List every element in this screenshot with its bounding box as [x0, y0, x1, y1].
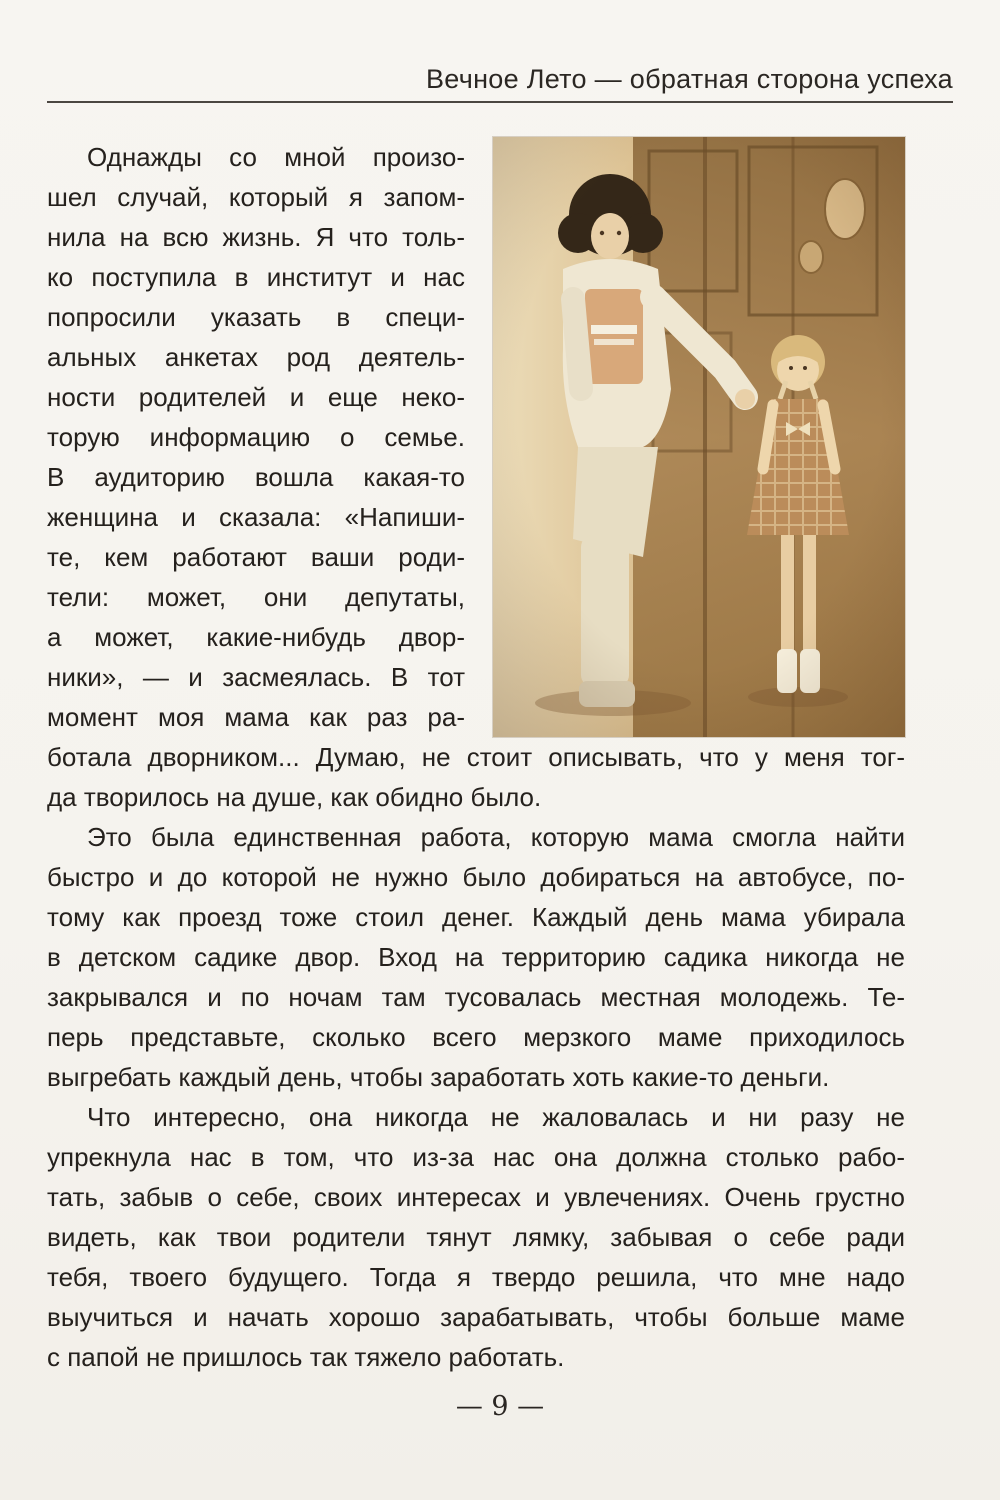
paragraph-1-column	[47, 137, 465, 737]
text-line: перь представьте, сколько всего мерзкого маме приходилось	[47, 1022, 905, 1052]
text-line: Это была единственная работа, которую мама смогла найти	[87, 822, 905, 852]
text-and-photo-row	[47, 137, 905, 737]
text-line: выгребать каждый день, чтобы заработать хоть какие-то деньги.	[47, 1062, 830, 1092]
page-number: — 9 —	[455, 1391, 545, 1422]
header-rule	[47, 101, 953, 103]
family-photo	[493, 137, 905, 737]
paragraph-1-continuation	[47, 737, 905, 817]
text-line: выучиться и начать хорошо зарабатывать, чтобы больше маме	[47, 1302, 905, 1332]
page-content	[47, 137, 905, 1377]
text-line: ко поступила в институт и нас	[47, 262, 465, 292]
text-line: попросили указать в специ-	[47, 302, 465, 332]
text-line: ности родителей и еще неко-	[47, 382, 465, 412]
text-line: упрекнула нас в том, что из-за нас она должна столько рабо-	[47, 1142, 905, 1172]
text-line: а может, какие-нибудь двор-	[47, 622, 465, 652]
text-line: тому как проезд тоже стоил денег. Каждый день мама убирала	[47, 902, 905, 932]
text-line: в детском садике двор. Вход на территорию садика никогда не	[47, 942, 905, 972]
text-line: да творилось на душе, как обидно было.	[47, 782, 542, 812]
text-line: закрывался и по ночам там тусовалась местная молодежь. Те-	[47, 982, 905, 1012]
running-head: Вечное Лето — обратная сторона успеха	[426, 64, 953, 94]
text-line: Однажды со мной произо-	[87, 142, 465, 172]
text-line: тебя, твоего будущего. Тогда я твердо решила, что мне надо	[47, 1262, 905, 1292]
text-line: тели: может, они депутаты,	[47, 582, 465, 612]
text-line: В аудиторию вошла какая-то	[47, 462, 465, 492]
text-line: женщина и сказала: «Напиши-	[47, 502, 465, 532]
text-line: шел случай, который я запом-	[47, 182, 465, 212]
text-line: нила на всю жизнь. Я что толь-	[47, 222, 465, 252]
text-line: видеть, как твои родители тянут лямку, забывая о себе ради	[47, 1222, 905, 1252]
paragraph-3	[47, 1097, 905, 1377]
family-photo-illustration	[493, 137, 905, 737]
text-line: тать, забыв о себе, своих интересах и увлечениях. Очень грустно	[47, 1182, 905, 1212]
page-footer	[0, 1391, 1000, 1422]
text-line: с папой не пришлось так тяжело работать.	[47, 1342, 565, 1372]
text-line: альных анкетах род деятель-	[47, 342, 465, 372]
text-line: быстро и до которой не нужно было добираться на автобусе, по-	[47, 862, 905, 892]
text-line: те, кем работают ваши роди-	[47, 542, 465, 572]
page-header	[47, 0, 953, 103]
paragraph-2	[47, 817, 905, 1097]
text-line: Что интересно, она никогда не жаловалась и ни разу не	[87, 1102, 905, 1132]
text-line: торую информацию о семье.	[47, 422, 465, 452]
text-line: ботала дворником... Думаю, не стоит описывать, что у меня тог-	[47, 742, 905, 772]
text-line: ники», — и засмеялась. В тот	[47, 662, 465, 692]
text-line: момент моя мама как раз ра-	[47, 702, 465, 732]
